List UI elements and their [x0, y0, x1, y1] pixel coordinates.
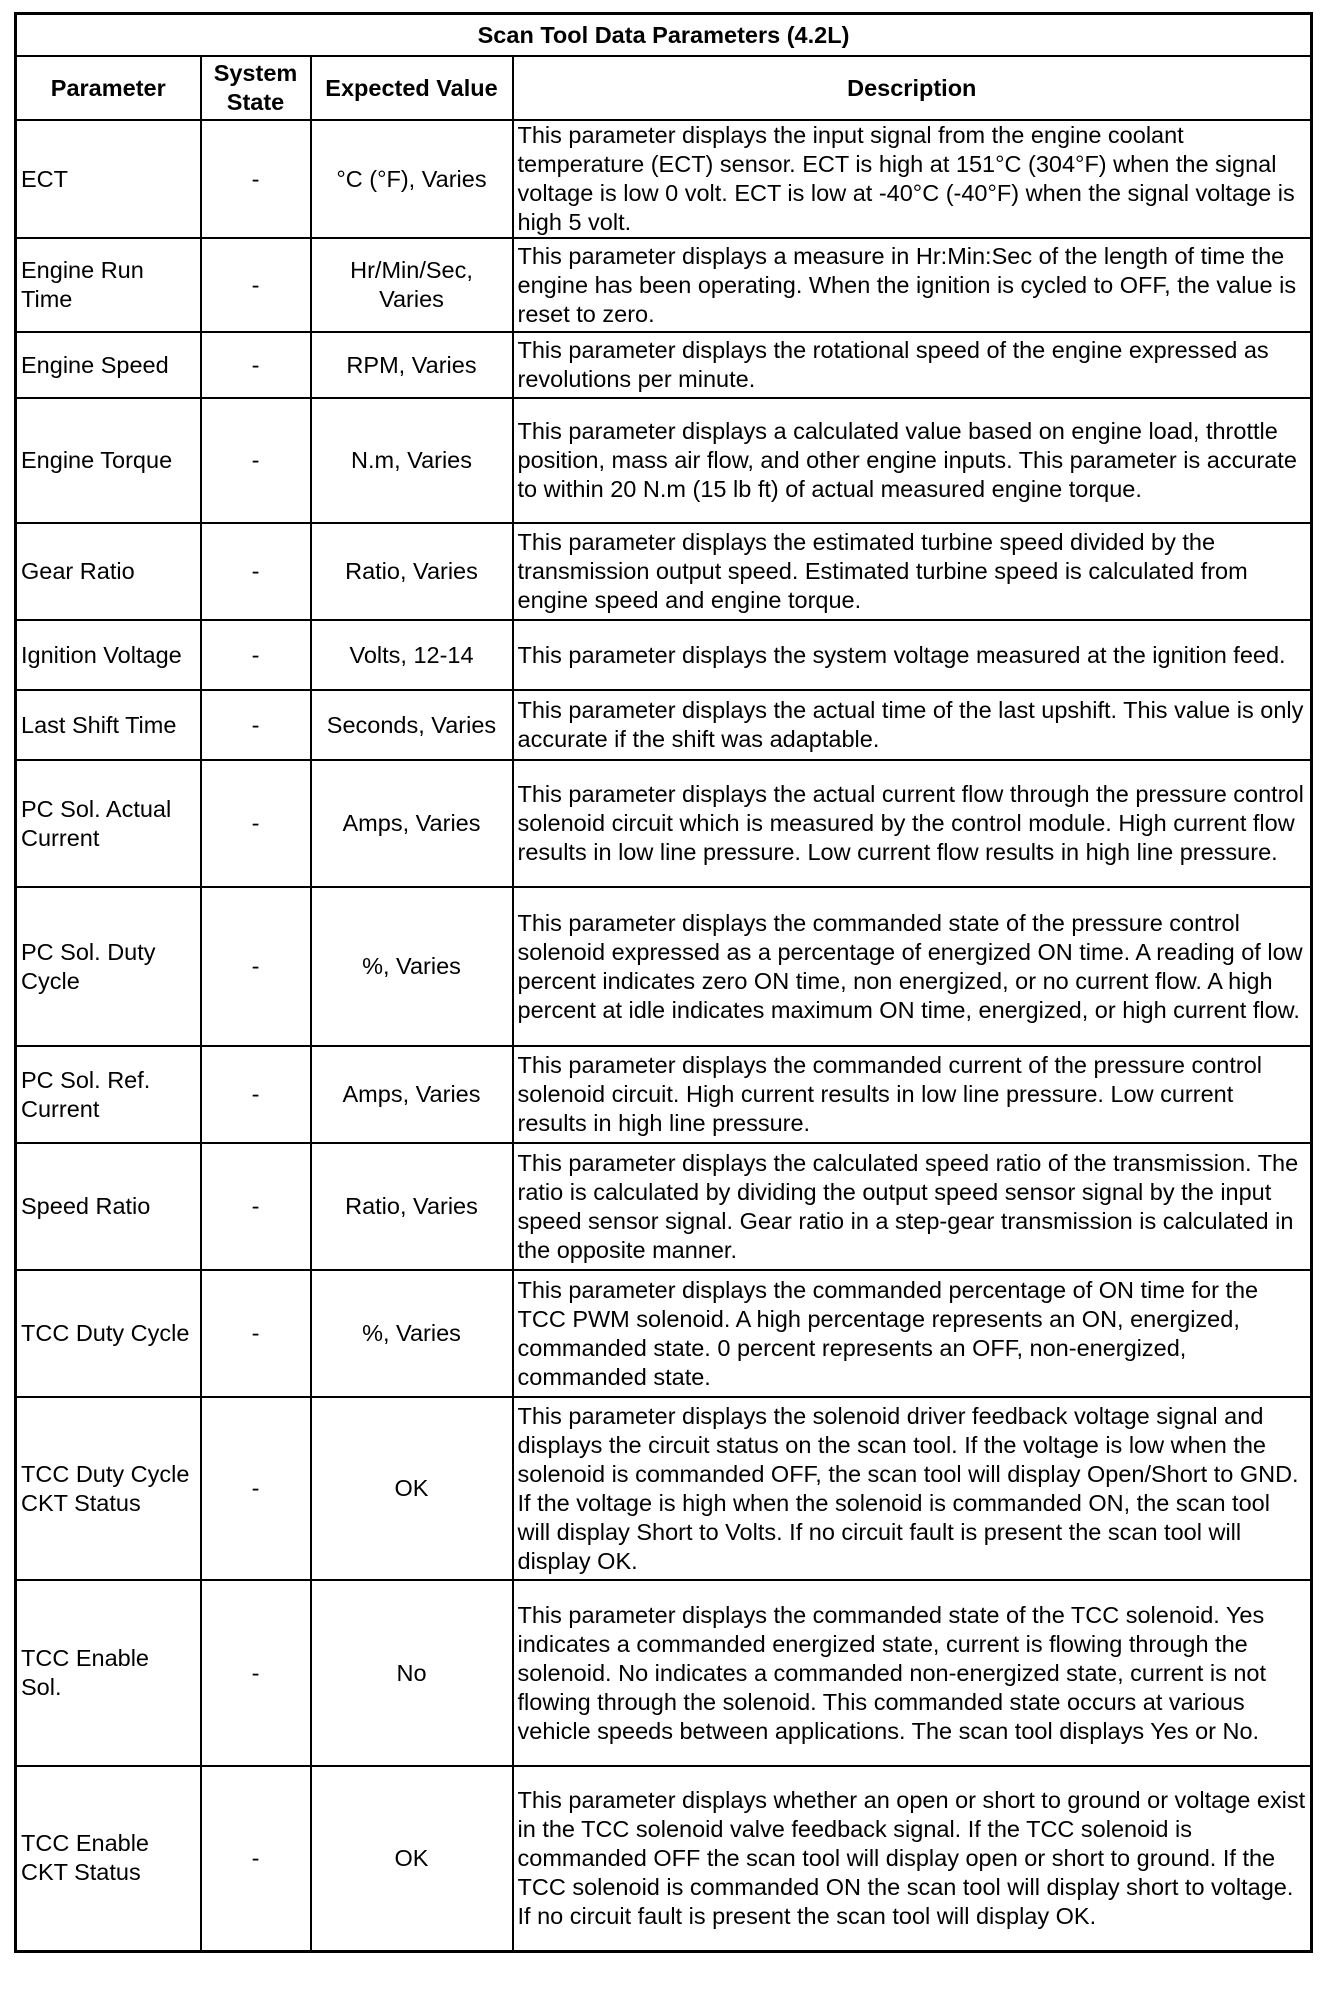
- expected-value-cell: %, Varies: [311, 1270, 513, 1397]
- description-cell: This parameter displays the actual time of the last upshift. This value is only accurate if the shift was adaptable.: [513, 690, 1312, 760]
- header-description: Description: [513, 56, 1312, 120]
- table-row: [16, 690, 1312, 760]
- table-title: Scan Tool Data Parameters (4.2L): [16, 14, 1312, 57]
- table-row: [16, 760, 1312, 887]
- description-cell: This parameter displays the commanded percentage of ON time for the TCC PWM solenoid. A high percentage represents an ON, energized, commanded state. 0 percent represents an OFF, non-energized, commanded state.: [513, 1270, 1312, 1397]
- description-cell: This parameter displays the input signal from the engine coolant temperature (ECT) sensor. ECT is high at 151°C (304°F) when the signal voltage is low 0 volt. ECT is low at -40°C (-40°F) when the signal voltage is high 5 volt.: [513, 120, 1312, 238]
- description-cell: This parameter displays the system voltage measured at the ignition feed.: [513, 620, 1312, 690]
- scan-tool-data-table: [14, 12, 1313, 1953]
- expected-value-cell: Amps, Varies: [311, 1046, 513, 1143]
- system-state-cell: -: [201, 1046, 311, 1143]
- system-state-cell: -: [201, 238, 311, 332]
- description-cell: This parameter displays the solenoid driver feedback voltage signal and displays the circuit status on the scan tool. If the voltage is low when the solenoid is commanded OFF, the scan tool will display Open/Short to GND. If the voltage is high when the solenoid is commanded ON, the scan tool will display Short to Volts. If no circuit fault is present the scan tool will display OK.: [513, 1397, 1312, 1580]
- parameter-cell: Gear Ratio: [16, 523, 201, 620]
- expected-value-cell: N.m, Varies: [311, 398, 513, 523]
- header-expected-value: Expected Value: [311, 56, 513, 120]
- system-state-cell: -: [201, 1766, 311, 1951]
- description-cell: This parameter displays the rotational speed of the engine expressed as revolutions per minute.: [513, 332, 1312, 398]
- parameter-cell: TCC Enable CKT Status: [16, 1766, 201, 1951]
- parameter-cell: PC Sol. Ref. Current: [16, 1046, 201, 1143]
- parameter-cell: Engine Torque: [16, 398, 201, 523]
- table-row: [16, 1397, 1312, 1580]
- table-row: [16, 120, 1312, 238]
- table-row: [16, 1046, 1312, 1143]
- expected-value-cell: OK: [311, 1766, 513, 1951]
- parameter-cell: TCC Duty Cycle CKT Status: [16, 1397, 201, 1580]
- table-row: [16, 620, 1312, 690]
- expected-value-cell: Hr/Min/Sec, Varies: [311, 238, 513, 332]
- description-cell: This parameter displays the calculated speed ratio of the transmission. The ratio is calculated by dividing the output speed sensor signal by the input speed sensor signal. Gear ratio in a step-gear transmission is calculated in the opposite manner.: [513, 1143, 1312, 1270]
- table-header-row: [16, 56, 1312, 120]
- table-row: [16, 887, 1312, 1046]
- header-system-state: System State: [201, 56, 311, 120]
- system-state-cell: -: [201, 523, 311, 620]
- system-state-cell: -: [201, 760, 311, 887]
- parameter-cell: Engine Run Time: [16, 238, 201, 332]
- description-cell: This parameter displays whether an open or short to ground or voltage exist in the TCC solenoid valve feedback signal. If the TCC solenoid is commanded OFF the scan tool will display open or short to ground. If the TCC solenoid is commanded ON the scan tool will display short to voltage. If no circuit fault is present the scan tool will display OK.: [513, 1766, 1312, 1951]
- table-row: [16, 1766, 1312, 1951]
- expected-value-cell: Amps, Varies: [311, 760, 513, 887]
- parameter-cell: PC Sol. Duty Cycle: [16, 887, 201, 1046]
- table-row: [16, 523, 1312, 620]
- parameter-cell: TCC Enable Sol.: [16, 1580, 201, 1766]
- description-cell: This parameter displays the commanded state of the TCC solenoid. Yes indicates a commanded energized state, current is flowing through the solenoid. No indicates a commanded non-energized state, current is not flowing through the solenoid. This commanded state occurs at various vehicle speeds between applications. The scan tool displays Yes or No.: [513, 1580, 1312, 1766]
- table-row: [16, 1580, 1312, 1766]
- expected-value-cell: %, Varies: [311, 887, 513, 1046]
- system-state-cell: -: [201, 398, 311, 523]
- table-row: [16, 1270, 1312, 1397]
- description-cell: This parameter displays the actual current flow through the pressure control solenoid circuit which is measured by the control module. High current flow results in low line pressure. Low current flow results in high line pressure.: [513, 760, 1312, 887]
- description-cell: This parameter displays the commanded current of the pressure control solenoid circuit. High current results in low line pressure. Low current results in high line pressure.: [513, 1046, 1312, 1143]
- system-state-cell: -: [201, 332, 311, 398]
- system-state-cell: -: [201, 1143, 311, 1270]
- description-cell: This parameter displays a calculated value based on engine load, throttle position, mass air flow, and other engine inputs. This parameter is accurate to within 20 N.m (15 lb ft) of actual measured engine torque.: [513, 398, 1312, 523]
- expected-value-cell: Seconds, Varies: [311, 690, 513, 760]
- parameter-cell: PC Sol. Actual Current: [16, 760, 201, 887]
- expected-value-cell: Ratio, Varies: [311, 523, 513, 620]
- parameter-cell: Engine Speed: [16, 332, 201, 398]
- system-state-cell: -: [201, 1580, 311, 1766]
- table-row: [16, 238, 1312, 332]
- table-row: [16, 1143, 1312, 1270]
- description-cell: This parameter displays the commanded state of the pressure control solenoid expressed as a percentage of energized ON time. A reading of low percent indicates zero ON time, non energized, or no current flow. A high percent at idle indicates maximum ON time, energized, or high current flow.: [513, 887, 1312, 1046]
- parameter-cell: TCC Duty Cycle: [16, 1270, 201, 1397]
- description-cell: This parameter displays a measure in Hr:Min:Sec of the length of time the engine has been operating. When the ignition is cycled to OFF, the value is reset to zero.: [513, 238, 1312, 332]
- expected-value-cell: OK: [311, 1397, 513, 1580]
- table-title-row: [16, 14, 1312, 57]
- table-body: [16, 120, 1312, 1951]
- system-state-cell: -: [201, 887, 311, 1046]
- parameter-cell: Ignition Voltage: [16, 620, 201, 690]
- table-row: [16, 398, 1312, 523]
- system-state-cell: -: [201, 120, 311, 238]
- parameter-cell: ECT: [16, 120, 201, 238]
- system-state-cell: -: [201, 690, 311, 760]
- expected-value-cell: Ratio, Varies: [311, 1143, 513, 1270]
- system-state-cell: -: [201, 620, 311, 690]
- expected-value-cell: Volts, 12-14: [311, 620, 513, 690]
- table-row: [16, 332, 1312, 398]
- header-parameter: Parameter: [16, 56, 201, 120]
- parameter-cell: Last Shift Time: [16, 690, 201, 760]
- expected-value-cell: RPM, Varies: [311, 332, 513, 398]
- parameter-cell: Speed Ratio: [16, 1143, 201, 1270]
- expected-value-cell: °C (°F), Varies: [311, 120, 513, 238]
- description-cell: This parameter displays the estimated turbine speed divided by the transmission output speed. Estimated turbine speed is calculated from engine speed and engine torque.: [513, 523, 1312, 620]
- expected-value-cell: No: [311, 1580, 513, 1766]
- system-state-cell: -: [201, 1270, 311, 1397]
- system-state-cell: -: [201, 1397, 311, 1580]
